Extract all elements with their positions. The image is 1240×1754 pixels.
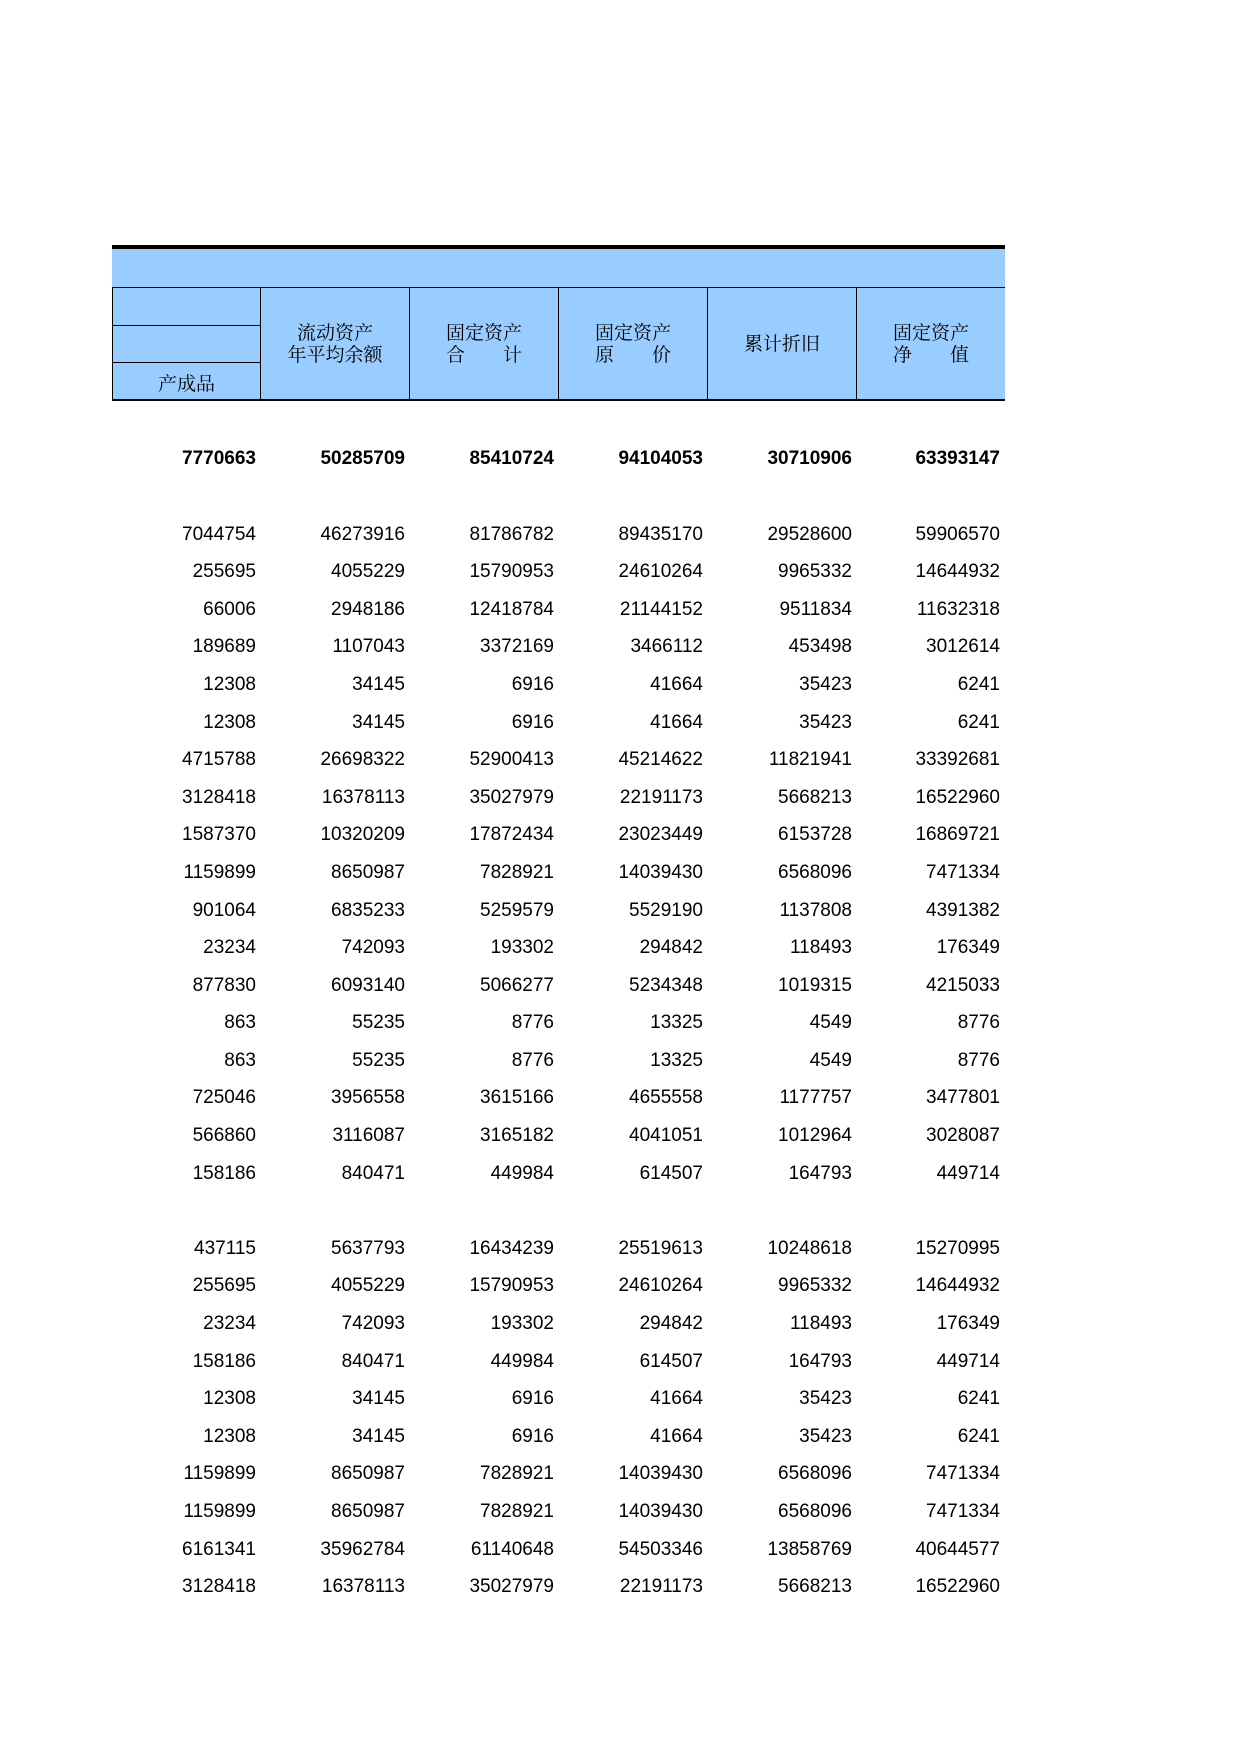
table-cell: 6241: [957, 711, 1000, 733]
table-row: [112, 892, 1005, 930]
table-cell: 46273916: [320, 523, 405, 545]
table-cell: 6568096: [778, 861, 852, 883]
table-cell: 9965332: [778, 561, 852, 583]
table-cell: 4055229: [331, 1275, 405, 1297]
table-cell: 193302: [490, 1313, 554, 1335]
table-cell: 5234348: [629, 974, 703, 996]
table-row: [112, 1117, 1005, 1155]
table-cell: 1019315: [778, 974, 852, 996]
table-row: [112, 629, 1005, 667]
column-header-line: 原 价: [594, 343, 671, 366]
blank-row: [112, 1192, 1005, 1230]
column-header-line: 固定资产: [892, 321, 969, 344]
table-cell: 5529190: [629, 899, 703, 921]
table-cell: 40644577: [915, 1538, 1000, 1560]
table-cell: 6916: [511, 1388, 554, 1410]
table-cell: 22191173: [619, 1576, 703, 1598]
table-cell: 23023449: [618, 824, 703, 846]
column-header-fixed-assets-original: [559, 288, 708, 399]
stub-header-cell-1: [113, 288, 260, 326]
table-row: [112, 1418, 1005, 1456]
table-cell: 14039430: [618, 1501, 703, 1523]
table-cell: 15790953: [469, 561, 554, 583]
table-cell: 3128418: [182, 786, 256, 808]
stub-header-cell-2: [113, 326, 260, 363]
table-cell: 55235: [352, 1049, 405, 1071]
table-cell: 3956558: [331, 1087, 405, 1109]
table-cell: 3028087: [926, 1125, 1000, 1147]
table-cell: 4715788: [182, 749, 256, 771]
table-cell: 901064: [192, 899, 256, 921]
table-cell: 17872434: [469, 824, 554, 846]
table-cell: 742093: [341, 937, 405, 959]
table-cell: 6241: [957, 1388, 1000, 1410]
table-row: [112, 854, 1005, 892]
table-cell: 94104053: [618, 448, 703, 470]
table-cell: 453498: [788, 636, 852, 658]
table-cell: 61140648: [470, 1538, 554, 1560]
table-cell: 63393147: [915, 448, 1000, 470]
table-cell: 41664: [650, 1388, 703, 1410]
table-cell: 14039430: [618, 861, 703, 883]
column-header-line: 累计折旧: [743, 332, 820, 355]
table-row: [112, 516, 1005, 554]
column-header-line: 固定资产: [594, 321, 671, 344]
table-cell: 158186: [192, 1350, 256, 1372]
table-cell: 118493: [790, 1313, 852, 1335]
table-cell: 8776: [511, 1012, 554, 1034]
table-cell: 23234: [203, 937, 256, 959]
table-cell: 34145: [352, 1425, 405, 1447]
table-cell: 16522960: [915, 1576, 1000, 1598]
table-cell: 7471334: [926, 1501, 1000, 1523]
table-cell: 12308: [203, 1425, 256, 1447]
table-row: [112, 817, 1005, 855]
table-cell: 3165182: [480, 1125, 554, 1147]
table-cell: 35423: [799, 711, 852, 733]
table-cell: 8776: [957, 1012, 1000, 1034]
table-cell: 35027979: [469, 1576, 554, 1598]
table-cell: 16522960: [915, 786, 1000, 808]
table-cell: 35423: [799, 1388, 852, 1410]
table-cell: 742093: [341, 1313, 405, 1335]
table-cell: 1587370: [182, 824, 256, 846]
column-header-line: 合 计: [445, 343, 522, 366]
table-cell: 8650987: [331, 861, 405, 883]
table-cell: 33392681: [915, 749, 1000, 771]
table-cell: 449984: [490, 1350, 554, 1372]
table-cell: 6093140: [331, 974, 405, 996]
table-cell: 255695: [192, 1275, 256, 1297]
table-cell: 85410724: [469, 448, 554, 470]
table-cell: 1159899: [183, 1463, 256, 1485]
table-cell: 725046: [192, 1087, 256, 1109]
table-cell: 81786782: [469, 523, 554, 545]
table-cell: 6568096: [778, 1463, 852, 1485]
table-row: [112, 1380, 1005, 1418]
table-cell: 4549: [809, 1049, 852, 1071]
blank-row: [112, 403, 1005, 441]
table-cell: 22191173: [619, 786, 703, 808]
table-row: [112, 967, 1005, 1005]
table-cell: 35027979: [469, 786, 554, 808]
table-row: [112, 1005, 1005, 1043]
table-cell: 189689: [192, 636, 256, 658]
table-row: [112, 591, 1005, 629]
table-cell: 437115: [194, 1237, 256, 1259]
table-cell: 4055229: [331, 561, 405, 583]
table-cell: 14644932: [915, 1275, 1000, 1297]
table-cell: 8776: [511, 1049, 554, 1071]
table-cell: 6241: [957, 673, 1000, 695]
table-row: [112, 704, 1005, 742]
table-cell: 24610264: [618, 561, 703, 583]
table-cell: 6916: [511, 711, 554, 733]
column-header-line: 净 值: [892, 343, 969, 366]
table-cell: 15790953: [469, 1275, 554, 1297]
table-cell: 12308: [203, 711, 256, 733]
table-cell: 1159899: [183, 861, 256, 883]
table-cell: 24610264: [618, 1275, 703, 1297]
table-cell: 449714: [936, 1162, 1000, 1184]
table-cell: 449984: [490, 1162, 554, 1184]
table-cell: 29528600: [767, 523, 852, 545]
table-row: [112, 1268, 1005, 1306]
table-cell: 54503346: [618, 1538, 703, 1560]
table-cell: 158186: [192, 1162, 256, 1184]
table-cell: 12308: [203, 673, 256, 695]
table-cell: 5637793: [331, 1237, 405, 1259]
table-cell: 6568096: [778, 1501, 852, 1523]
table-cell: 16869721: [915, 824, 1000, 846]
table-cell: 89435170: [618, 523, 703, 545]
table-row: [112, 1080, 1005, 1118]
table-cell: 1159899: [183, 1501, 256, 1523]
table-cell: 7471334: [926, 1463, 1000, 1485]
table-cell: 34145: [352, 1388, 405, 1410]
table-cell: 3615166: [480, 1087, 554, 1109]
table-cell: 12418784: [469, 598, 554, 620]
table-cell: 10320209: [320, 824, 405, 846]
table-cell: 35423: [799, 673, 852, 695]
table-row: [112, 929, 1005, 967]
table-cell: 164793: [788, 1162, 852, 1184]
table-cell: 9965332: [778, 1275, 852, 1297]
table-cell: 12308: [203, 1388, 256, 1410]
table-cell: 3012614: [926, 636, 1000, 658]
table-cell: 8776: [957, 1049, 1000, 1071]
table-cell: 614507: [639, 1162, 703, 1184]
table-cell: 11821941: [768, 749, 852, 771]
table-cell: 449714: [936, 1350, 1000, 1372]
table-row: [112, 741, 1005, 779]
table-cell: 6835233: [331, 899, 405, 921]
total-row: [112, 441, 1005, 479]
table-cell: 13325: [650, 1012, 703, 1034]
table-cell: 35423: [799, 1425, 852, 1447]
table-cell: 3477801: [926, 1087, 1000, 1109]
table-cell: 176349: [936, 1313, 1000, 1335]
table-cell: 34145: [352, 673, 405, 695]
table-cell: 3116087: [332, 1125, 405, 1147]
table-row: [112, 1493, 1005, 1531]
table-cell: 25519613: [618, 1237, 703, 1259]
column-header-current-assets: [261, 288, 410, 399]
table-cell: 5668213: [778, 786, 852, 808]
table-cell: 16378113: [321, 786, 405, 808]
table-cell: 193302: [490, 937, 554, 959]
table-cell: 66006: [203, 598, 256, 620]
column-header-line: 流动资产: [296, 321, 373, 344]
table-cell: 7828921: [480, 861, 554, 883]
table-cell: 55235: [352, 1012, 405, 1034]
table-cell: 50285709: [320, 448, 405, 470]
table-cell: 4655558: [629, 1087, 703, 1109]
table-cell: 8650987: [331, 1501, 405, 1523]
table-cell: 35962784: [320, 1538, 405, 1560]
table-cell: 23234: [203, 1313, 256, 1335]
table-cell: 7471334: [926, 861, 1000, 883]
table-cell: 164793: [788, 1350, 852, 1372]
table-cell: 14644932: [915, 561, 1000, 583]
table-cell: 294842: [639, 1313, 703, 1335]
table-cell: 3128418: [182, 1576, 256, 1598]
table-cell: 8650987: [331, 1463, 405, 1485]
table-row: [112, 1343, 1005, 1381]
table-cell: 863: [224, 1049, 256, 1071]
table-row: [112, 1230, 1005, 1268]
header-band: [112, 249, 1005, 287]
table-cell: 176349: [936, 937, 1000, 959]
table-cell: 6916: [511, 673, 554, 695]
table-cell: 14039430: [618, 1463, 703, 1485]
table-cell: 5066277: [480, 974, 554, 996]
table-cell: 4041051: [629, 1125, 703, 1147]
table-cell: 877830: [192, 974, 256, 996]
table-cell: 21144152: [619, 598, 703, 620]
table-row: [112, 1305, 1005, 1343]
table-cell: 255695: [192, 561, 256, 583]
table-row: [112, 1568, 1005, 1606]
table-cell: 41664: [650, 1425, 703, 1447]
table-cell: 7770663: [182, 448, 256, 470]
table-cell: 1107043: [332, 636, 405, 658]
table-cell: 1012964: [778, 1125, 852, 1147]
table-cell: 7828921: [480, 1463, 554, 1485]
table-cell: 1137808: [779, 899, 852, 921]
table-row: [112, 666, 1005, 704]
table-row: [112, 779, 1005, 817]
table-cell: 6153728: [778, 824, 852, 846]
table-cell: 30710906: [767, 448, 852, 470]
table-cell: 6916: [511, 1425, 554, 1447]
table-row: [112, 1531, 1005, 1569]
table-cell: 10248618: [767, 1237, 852, 1259]
table-cell: 1177757: [779, 1087, 852, 1109]
table-cell: 16378113: [321, 1576, 405, 1598]
table-cell: 4391382: [926, 899, 1000, 921]
blank-row: [112, 478, 1005, 516]
stub-header-label: 产成品: [157, 372, 215, 395]
table-cell: 34145: [352, 711, 405, 733]
table-cell: 59906570: [915, 523, 1000, 545]
table-cell: 5259579: [480, 899, 554, 921]
table-cell: 11632318: [916, 598, 1000, 620]
table-cell: 3466112: [630, 636, 703, 658]
table-row: [112, 553, 1005, 591]
table-cell: 7828921: [480, 1501, 554, 1523]
table-cell: 840471: [341, 1350, 405, 1372]
column-header-accumulated-depreciation: [708, 288, 857, 399]
table-cell: 4215033: [926, 974, 1000, 996]
table-cell: 4549: [809, 1012, 852, 1034]
table-cell: 13325: [650, 1049, 703, 1071]
stub-header: [112, 288, 261, 399]
table-cell: 41664: [650, 673, 703, 695]
table-row: [112, 1155, 1005, 1193]
table-cell: 15270995: [915, 1237, 1000, 1259]
table-cell: 13858769: [767, 1538, 852, 1560]
column-header-fixed-assets-net: [857, 288, 1005, 399]
spreadsheet-table: [112, 245, 1005, 1606]
table-cell: 41664: [650, 711, 703, 733]
table-cell: 16434239: [469, 1237, 554, 1259]
table-cell: 9511834: [779, 598, 852, 620]
table-cell: 294842: [639, 937, 703, 959]
table-cell: 2948186: [331, 598, 405, 620]
table-cell: 863: [224, 1012, 256, 1034]
table-cell: 840471: [341, 1162, 405, 1184]
table-cell: 566860: [192, 1125, 256, 1147]
table-cell: 52900413: [469, 749, 554, 771]
table-cell: 26698322: [320, 749, 405, 771]
table-row: [112, 1042, 1005, 1080]
table-cell: 3372169: [480, 636, 554, 658]
column-header-row: [112, 287, 1005, 401]
table-cell: 118493: [790, 937, 852, 959]
table-cell: 5668213: [778, 1576, 852, 1598]
table-body: [112, 403, 1005, 1606]
table-row: [112, 1456, 1005, 1494]
column-header-line: 年平均余额: [287, 343, 383, 366]
table-cell: 6241: [957, 1425, 1000, 1447]
column-header-line: 固定资产: [445, 321, 522, 344]
table-cell: 614507: [639, 1350, 703, 1372]
table-cell: 6161341: [182, 1538, 256, 1560]
table-cell: 7044754: [182, 523, 256, 545]
table-cell: 45214622: [618, 749, 703, 771]
column-header-fixed-assets-total: [410, 288, 559, 399]
